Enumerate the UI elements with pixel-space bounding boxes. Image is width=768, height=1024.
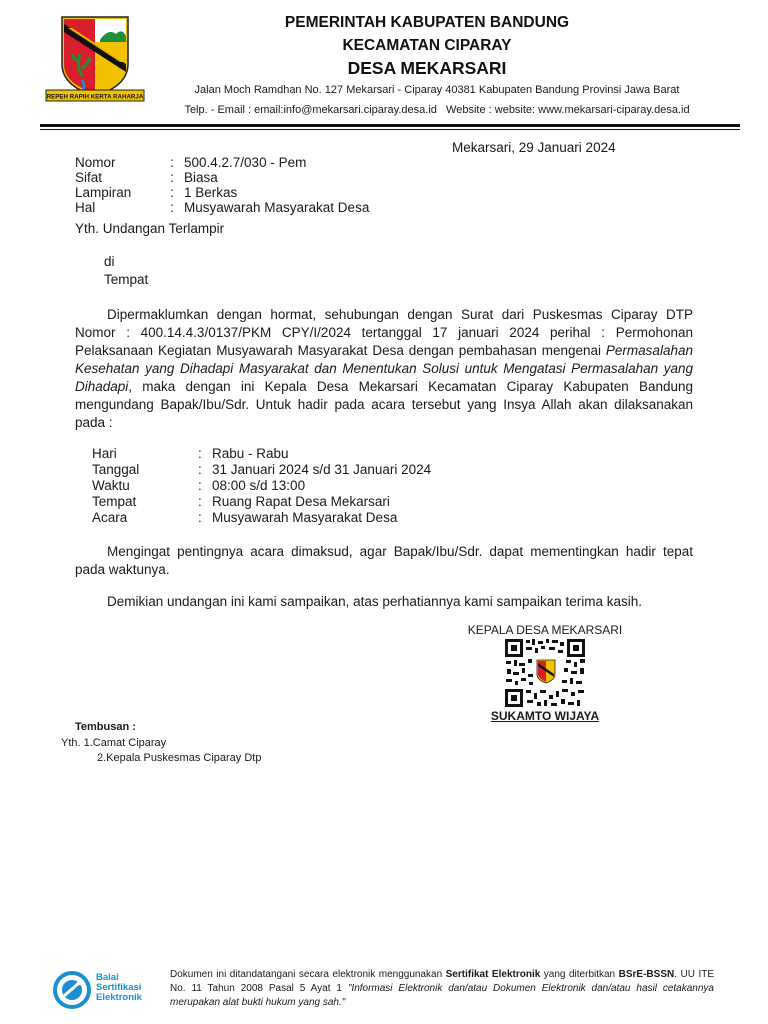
body-paragraph-3: Demikian undangan ini kami sampaikan, atas perhatiannya kami sampaikan terima kasih. xyxy=(107,594,643,609)
recipient-place: Tempat xyxy=(104,272,149,287)
recipient-di: di xyxy=(104,254,115,269)
schedule-colon: : xyxy=(198,494,202,509)
regency-logo xyxy=(42,14,148,106)
event-schedule xyxy=(92,446,431,526)
header-government: PEMERINTAH KABUPATEN BANDUNG xyxy=(284,14,570,31)
logo-motto: REPEH RAPIH KERTA RAHARJA xyxy=(46,93,144,101)
letter-meta xyxy=(75,155,369,215)
schedule-colon: : xyxy=(198,462,202,477)
schedule-row-date xyxy=(92,462,431,478)
recipient-to: Yth. Undangan Terlampir xyxy=(75,221,225,236)
meta-colon: : xyxy=(170,155,174,170)
header-rule-thin xyxy=(40,129,740,130)
schedule-value: 08:00 s/d 13:00 xyxy=(212,478,306,493)
meta-value: Biasa xyxy=(184,170,218,185)
meta-label: Sifat xyxy=(75,170,103,185)
schedule-value: Ruang Rapat Desa Mekarsari xyxy=(212,494,390,509)
schedule-value: Musyawarah Masyarakat Desa xyxy=(212,510,398,525)
meta-colon: : xyxy=(170,170,174,185)
p1-text-after: , maka dengan ini Kepala Desa Mekarsari Kecamatan Ciparay Kabupaten Bandung mengundang Bapak/Ibu/Sdr. Untuk hadir pada acara tersebut yang Insya Allah akan dilaksanakan pada : xyxy=(75,379,693,430)
meta-value: Musyawarah Masyarakat Desa xyxy=(184,200,370,215)
footer-bold-cert: Sertifikat Elektronik xyxy=(445,969,541,980)
header-district: KECAMATAN CIPARAY xyxy=(342,37,512,54)
header-village: DESA MEKARSARI xyxy=(347,58,507,78)
meta-label: Nomor xyxy=(75,155,116,170)
header-rule-thick xyxy=(40,124,740,127)
meta-colon: : xyxy=(170,200,174,215)
schedule-colon: : xyxy=(198,510,202,525)
bsre-label-1: Balai xyxy=(96,972,119,983)
signature-name-wrap xyxy=(440,709,650,723)
tembusan-line-2: 2.Kepala Puskesmas Ciparay Dtp xyxy=(97,752,262,764)
meta-label: Lampiran xyxy=(75,185,132,200)
bsre-logo xyxy=(52,970,164,1010)
tembusan-heading: Tembusan : xyxy=(75,721,136,733)
bandung-crest-icon xyxy=(42,14,148,106)
p1-italic: Permasalahan Kesehatan yang Dihadapi Masyarakat dan Menentukan Solusi untuk Mengatasi Permasalahan yang Dihadapi xyxy=(75,343,693,394)
signature-title: KEPALA DESA MEKARSARI xyxy=(467,623,623,637)
meta-row-subject xyxy=(75,200,369,215)
schedule-label: Hari xyxy=(92,446,117,461)
qr-code-icon xyxy=(504,638,586,708)
schedule-colon: : xyxy=(198,446,202,461)
schedule-value: Rabu - Rabu xyxy=(212,446,289,461)
bsre-label-2: Sertifikasi xyxy=(96,982,142,993)
footer-italic-quote: "Informasi Elektronik dan/atau Dokumen Elektronik dan/atau hasil cetakannya merupakan alat bukti hukum yang sah." xyxy=(170,983,714,1008)
schedule-row-day xyxy=(92,446,431,462)
schedule-row-event xyxy=(92,510,431,526)
schedule-row-place xyxy=(92,494,431,510)
schedule-label: Waktu xyxy=(92,478,130,493)
meta-row-attachment xyxy=(75,185,369,200)
footer-text: yang diterbitkan xyxy=(540,969,619,980)
meta-row-nature xyxy=(75,170,369,185)
schedule-label: Acara xyxy=(92,510,128,525)
schedule-label: Tempat xyxy=(92,494,137,509)
bsre-label-3: Elektronik xyxy=(96,992,142,1003)
footer-bold-issuer: BSrE-BSSN xyxy=(618,969,675,980)
tembusan-line-1: Yth. 1.Camat Ciparay xyxy=(61,737,167,749)
meta-label: Hal xyxy=(75,200,96,215)
footer-text: Dokumen ini ditandatangani secara elektronik menggunakan xyxy=(170,969,446,980)
bsre-emblem-icon xyxy=(52,970,92,1010)
schedule-label: Tanggal xyxy=(92,462,140,477)
footer-disclaimer xyxy=(170,968,714,1010)
footer-text: . UU ITE No. 11 Tahun 2008 Pasal 5 Ayat 1 xyxy=(170,969,715,994)
schedule-row-time xyxy=(92,478,431,494)
body-paragraph-2: Mengingat pentingnya acara dimaksud, agar Bapak/Ibu/Sdr. dapat mementingkan hadir tepat pada waktunya. xyxy=(75,544,693,577)
meta-colon: : xyxy=(170,185,174,200)
signature-qr-code xyxy=(504,638,586,708)
schedule-colon: : xyxy=(198,478,202,493)
meta-row-number xyxy=(75,155,369,170)
meta-value: 500.4.2.7/030 - Pem xyxy=(184,155,307,170)
header-address: Jalan Moch Ramdhan No. 127 Mekarsari - Ciparay 40381 Kabupaten Bandung Provinsi Jawa Barat xyxy=(194,84,680,96)
signature-name: SUKAMTO WIJAYA xyxy=(490,709,600,723)
schedule-value: 31 Januari 2024 s/d 31 Januari 2024 xyxy=(212,462,432,477)
letter-date: Mekarsari, 29 Januari 2024 xyxy=(452,140,616,155)
header-contact: Telp. - Email : email:info@mekarsari.ciparay.desa.id Website : website: www.mekarsari-ciparay.desa.id xyxy=(184,104,690,116)
meta-value: 1 Berkas xyxy=(184,185,238,200)
body-paragraph-1 xyxy=(75,306,693,432)
p1-text: Dipermaklumkan dengan hormat, sehubungan dengan Surat dari Puskesmas Ciparay DTP Nomor : 400.14.4.3/0137/PKM CPY/I/2024 tertanggal 17 januari 2024 perihal : Permohonan Pelaksanaan Kegiatan Musyawarah Masyarakat Desa dengan pembahasan mengenai xyxy=(75,307,693,358)
